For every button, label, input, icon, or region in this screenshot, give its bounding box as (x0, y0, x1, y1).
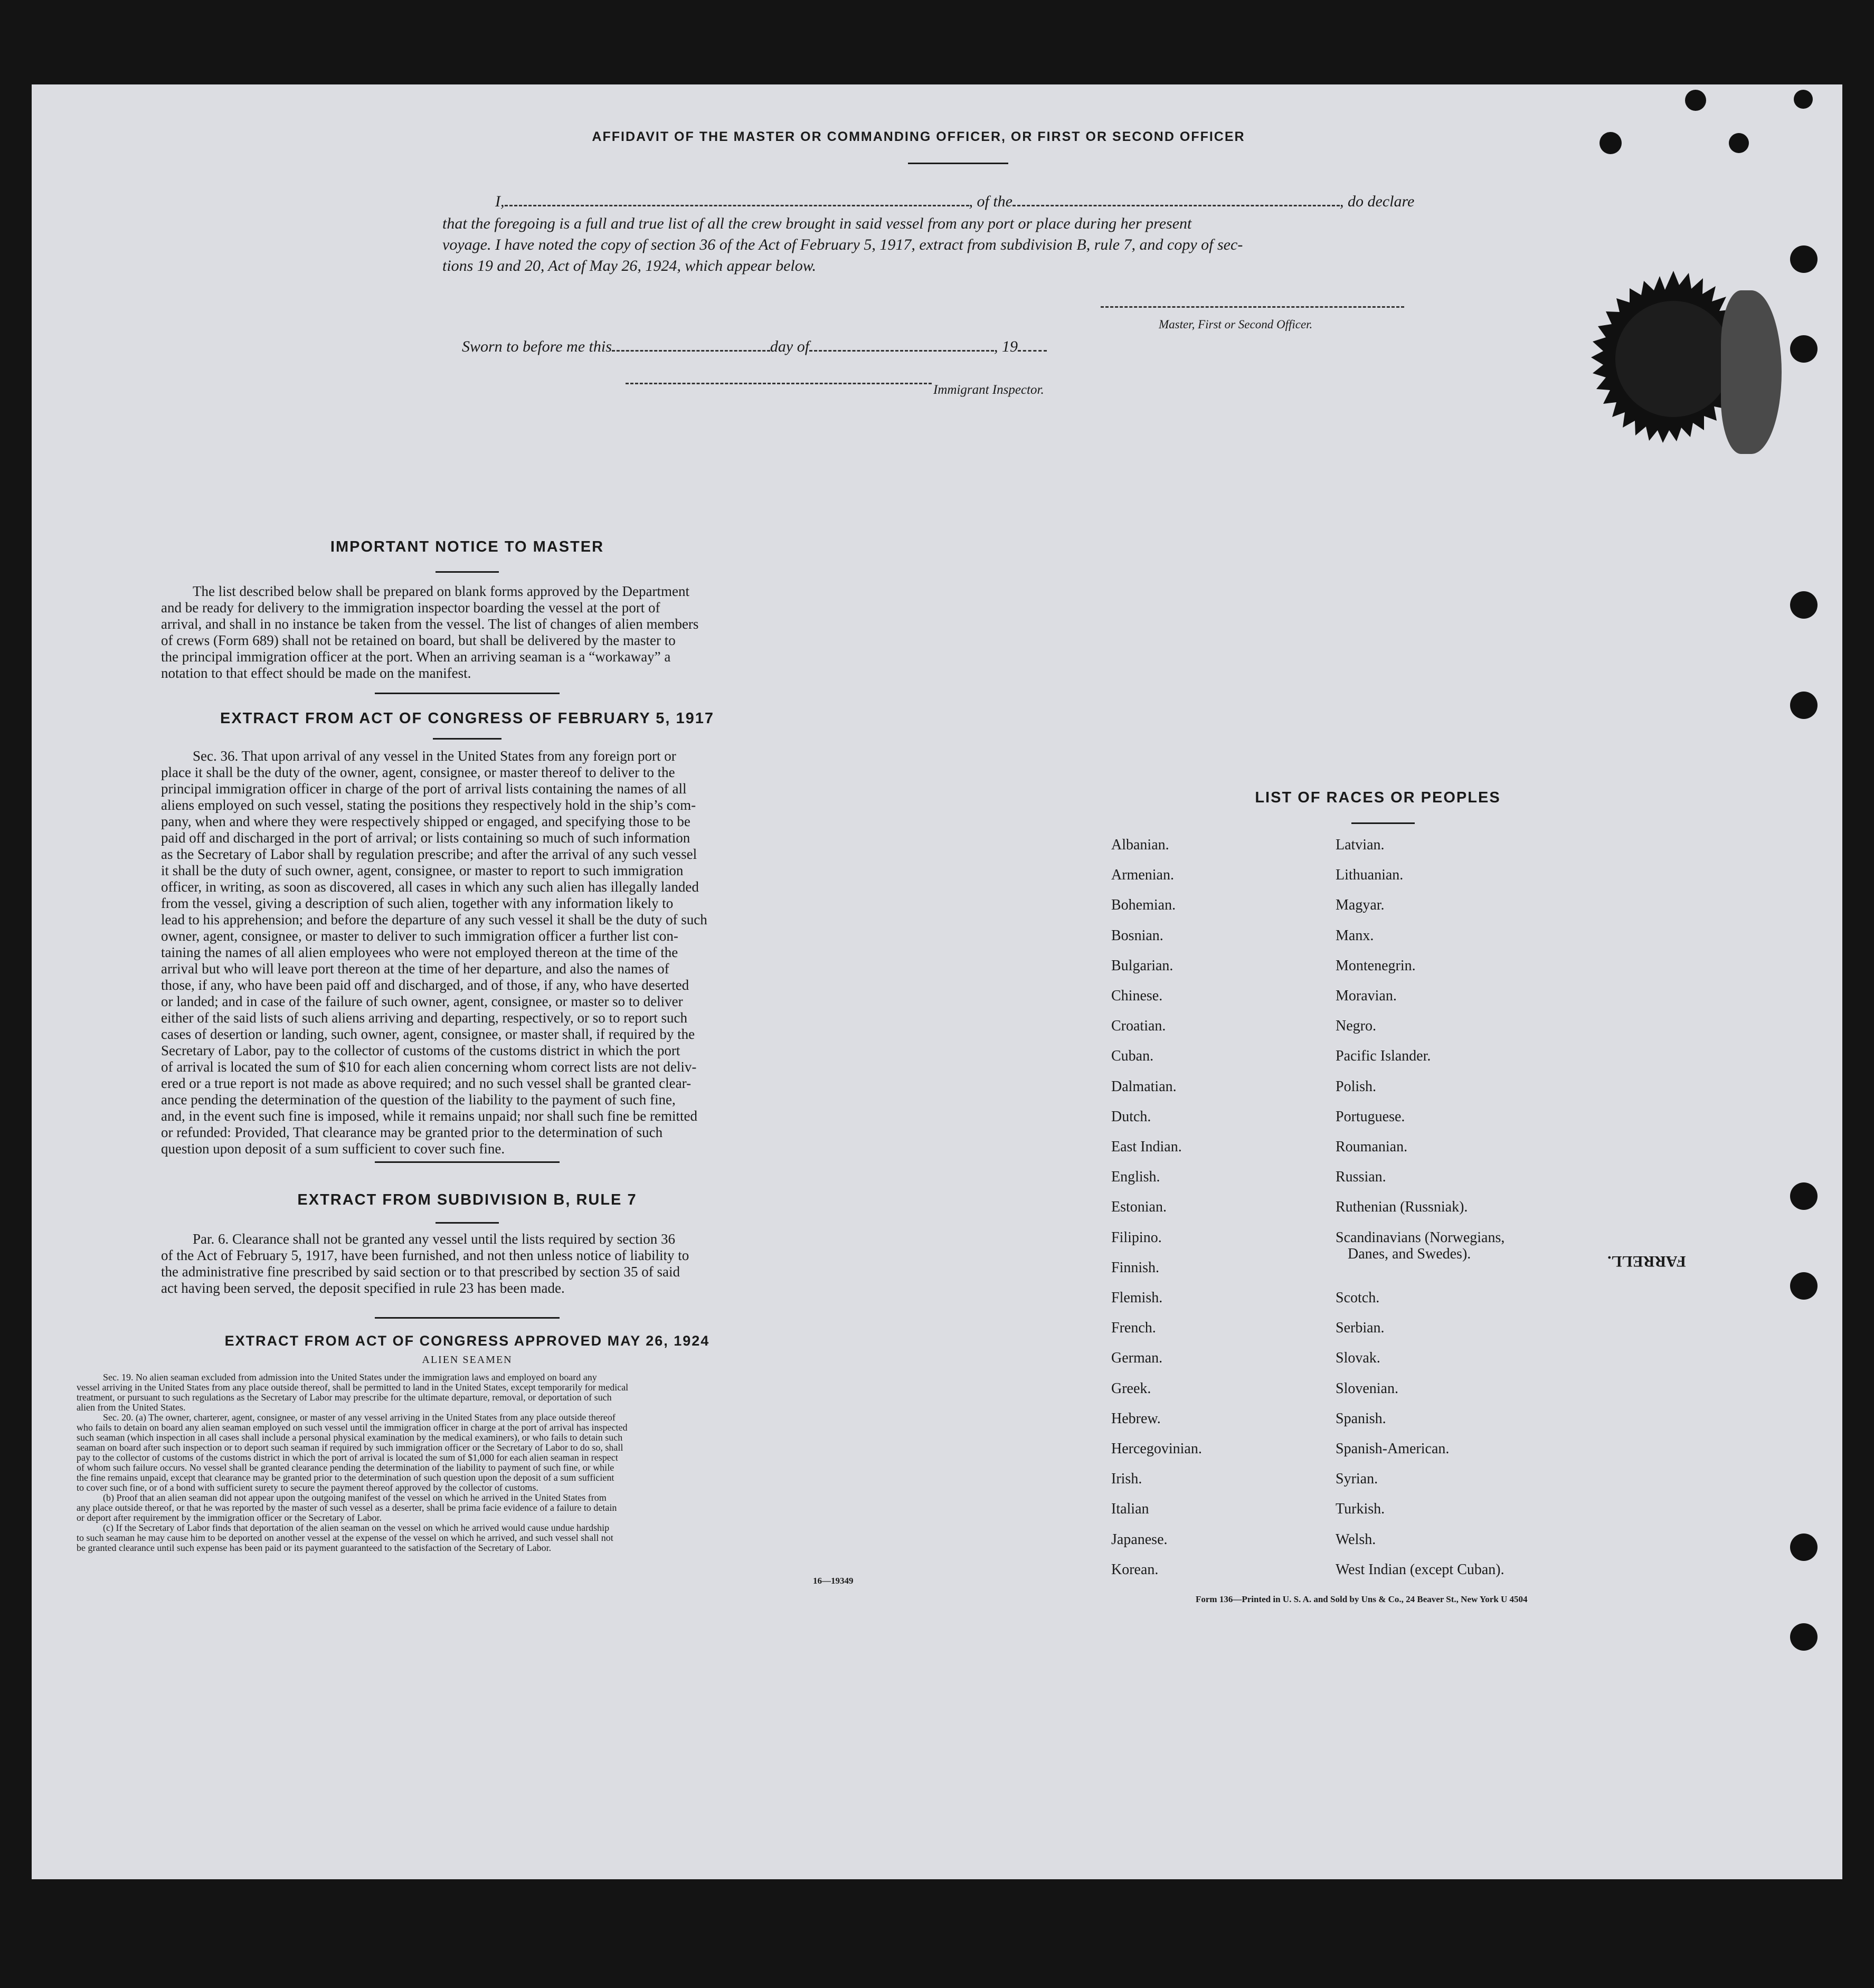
affidavit-line-4: tions 19 and 20, Act of May 26, 1924, which appear below. (442, 257, 817, 274)
affidavit-line-2: that the foregoing is a full and true list of all the crew brought in said vessel from any port or place during her present (442, 215, 1192, 232)
race-item: Pacific Islander. (1336, 1048, 1431, 1065)
form-footer: Form 136—Printed in U. S. A. and Sold by Uns & Co., 24 Beaver St., New York U 4504 (1196, 1594, 1528, 1604)
race-item: Dalmatian. (1111, 1078, 1177, 1095)
act1917-line: and, in the event such fine is imposed, while it remains unpaid; nor shall such fine be remitted (161, 1108, 698, 1124)
seal-shadow (1721, 290, 1782, 454)
rule7-body (161, 1231, 773, 1296)
act1924-line: alien from the United States. (77, 1402, 186, 1413)
act1917-line: of arrival is located the sum of $10 for each alien concerning whom correct lists are not deliv- (161, 1059, 697, 1075)
affidavit-line-1 (495, 193, 1459, 211)
act1917-line: as the Secretary of Labor shall by regulation prescribe; and after the arrival of any such vessel (161, 846, 697, 862)
act1917-line: either of the said lists of such aliens arriving and departing, respectively, or so to report such (161, 1010, 687, 1026)
punch-hole-icon (1790, 1533, 1818, 1561)
race-item: Montenegrin. (1336, 957, 1416, 974)
act1917-line: those, if any, who have been paid off and discharged, and of those, if any, who have deserted (161, 977, 689, 993)
document-sheet (32, 84, 1842, 1879)
race-item: Armenian. (1111, 867, 1174, 884)
sworn-year-blank[interactable] (1018, 350, 1047, 352)
affidavit-line-1-prefix: I, (495, 193, 505, 210)
act1924-line: (b) Proof that an alien seaman did not appear upon the outgoing manifest of the vessel on which he arrived in the United States from (103, 1492, 607, 1503)
act1917-line: officer, in writing, as soon as discovered, all cases in which any such alien has illegally landed (161, 879, 699, 895)
race-item: Bulgarian. (1111, 957, 1173, 974)
sworn-line (462, 338, 1047, 356)
act1917-line: question upon deposit of a sum sufficient to cover such fine. (161, 1141, 505, 1157)
race-item: Dutch. (1111, 1108, 1151, 1125)
act1917-body (161, 748, 773, 1157)
act1917-line: ered or a true report is not made as above required; and no such vessel shall be granted clear- (161, 1075, 692, 1091)
act1924-line: to cover such fine, or of a bond with sufficient surety to secure the payment thereof approved by the collector of customs. (77, 1482, 538, 1493)
notice-line: arrival, and shall in no instance be taken from the vessel. The list of changes of alien members (161, 616, 699, 632)
act1917-line: pany, when and where they were respectively shipped or engaged, and specifying those to be (161, 813, 690, 829)
race-item: Croatian. (1111, 1018, 1166, 1035)
act1917-line: lead to his apprehension; and before the departure of any such vessel it shall be the duty of such (161, 912, 707, 927)
affidavit-line-3: voyage. I have noted the copy of section 36 of the Act of February 5, 1917, extract from subdivision B, rule 7, and copy of sec- (442, 236, 1243, 253)
race-item: Syrian. (1336, 1471, 1378, 1488)
sworn-date-blank[interactable] (612, 350, 770, 352)
race-item: Ruthenian (Russniak). (1336, 1199, 1468, 1216)
race-item: Spanish-American. (1336, 1441, 1450, 1457)
affidavit-title: AFFIDAVIT OF THE MASTER OR COMMANDING OFFICER, OR FIRST OR SECOND OFFICER (592, 129, 1245, 144)
race-item: Scandinavians (Norwegians, (1336, 1229, 1505, 1246)
race-item: Portuguese. (1336, 1108, 1405, 1125)
race-item: Scotch. (1336, 1290, 1380, 1306)
race-item: Spanish. (1336, 1410, 1386, 1427)
race-item: Greek. (1111, 1380, 1151, 1397)
act1917-line: Sec. 36. That upon arrival of any vessel in the United States from any foreign port or (193, 748, 676, 764)
race-item: Hercegovinian. (1111, 1441, 1202, 1457)
rule7-title: EXTRACT FROM SUBDIVISION B, RULE 7 (297, 1191, 637, 1208)
ink-speck (1729, 133, 1749, 153)
race-item: Japanese. (1111, 1531, 1168, 1548)
act1924-title: EXTRACT FROM ACT OF CONGRESS APPROVED MAY 26, 1924 (224, 1333, 710, 1349)
race-item: Irish. (1111, 1471, 1142, 1488)
inspector-label: Immigrant Inspector. (933, 383, 1044, 397)
notice-line: The list described below shall be prepared on blank forms approved by the Department (193, 583, 689, 599)
act1917-line: from the vessel, giving a description of such alien, together with any information likely to (161, 895, 674, 911)
race-item: East Indian. (1111, 1139, 1182, 1155)
notice-line: of crews (Form 689) shall not be retained on board, but shall be delivered by the master to (161, 632, 676, 648)
act1924-line: the fine remains unpaid, except that clearance may be granted prior to the determination of such question upon the deposit of a sum sufficient (77, 1472, 614, 1483)
race-item: Cuban. (1111, 1048, 1154, 1065)
act1924-line: pay to the collector of customs of the customs district in which the port of arrival is located the sum of $1,000 for each alien seaman in respect (77, 1452, 618, 1463)
rule7-title-rule (436, 1222, 499, 1224)
rule7-line: act having been served, the deposit specified in rule 23 has been made. (161, 1280, 565, 1296)
race-item: Italian (1111, 1501, 1149, 1518)
act1924-subtitle: ALIEN SEAMEN (422, 1354, 513, 1366)
act1924-line: vessel arriving in the United States from any place outside thereof, shall be permitted to land in the United States, except temporarily for medical (77, 1382, 629, 1393)
sworn-year-label: , 19 (994, 338, 1018, 355)
race-item: Manx. (1336, 927, 1374, 944)
affidavit-line-1-suffix: , do declare (1340, 193, 1415, 210)
name-blank[interactable] (505, 205, 969, 206)
margin-note: FARRELL. (1607, 1253, 1686, 1270)
notice-line: and be ready for delivery to the immigration inspector boarding the vessel at the port of (161, 600, 660, 616)
act1917-line: or refunded: Provided, That clearance may be granted prior to the determination of such (161, 1124, 663, 1140)
race-item: Danes, and Swedes). (1348, 1245, 1471, 1262)
race-item: French. (1111, 1320, 1156, 1337)
act1924-body (77, 1372, 892, 1553)
race-item: Korean. (1111, 1561, 1159, 1578)
act1924-code: 16—19349 (813, 1576, 854, 1586)
act1924-line: who fails to detain on board any alien seaman employed on such vessel until the immigration officer in charge at the port of arrival has inspected (77, 1422, 628, 1433)
affidavit-title-rule (908, 163, 1008, 164)
race-item: Welsh. (1336, 1531, 1376, 1548)
punch-hole-icon (1790, 591, 1818, 619)
act1917-line: aliens employed on such vessel, stating the positions they respectively hold in the ship’s com- (161, 797, 696, 813)
punch-hole-icon (1790, 245, 1818, 273)
race-item: Albanian. (1111, 837, 1169, 853)
race-item: Slovenian. (1336, 1380, 1398, 1397)
race-item: German. (1111, 1350, 1163, 1367)
race-item: Roumanian. (1336, 1139, 1408, 1155)
master-label: Master, First or Second Officer. (1159, 318, 1313, 331)
act1917-line: or landed; and in case of the failure of such owner, agent, consignee, or master so to deliver (161, 993, 683, 1009)
punch-hole-icon (1790, 1272, 1818, 1300)
act1924-line: Sec. 20. (a) The owner, charterer, agent, consignee, or master of any vessel arriving in the United States from any place outside thereof (103, 1412, 616, 1423)
races-title-rule (1351, 822, 1415, 824)
master-signature-line[interactable] (1101, 306, 1404, 308)
act1917-line: Secretary of Labor, pay to the collector of customs of the customs district in which the port (161, 1043, 680, 1058)
act1917-line: ance pending the determination of the question of the liability to the payment of such fine, (161, 1092, 676, 1107)
race-item: Filipino. (1111, 1229, 1162, 1246)
race-item: Moravian. (1336, 988, 1397, 1004)
rule7-line: the administrative fine prescribed by said section or to that prescribed by section 35 of said (161, 1264, 680, 1280)
vessel-blank[interactable] (1012, 205, 1340, 206)
notice-line: notation to that effect should be made on the manifest. (161, 665, 471, 681)
act1917-line: place it shall be the duty of the owner, agent, consignee, or master thereof to deliver to the (161, 764, 675, 780)
race-item: Turkish. (1336, 1501, 1385, 1518)
race-item: Bosnian. (1111, 927, 1163, 944)
act1924-line: seaman on board after such inspection or to deport such seaman if required by such immigration officer or the Secretary of Labor to do so, shall (77, 1442, 623, 1453)
act1924-line: such seaman (which inspection in all cases shall include a personal physical examination by the medical examiners), or who fails to detain such (77, 1432, 623, 1443)
act1917-end-rule (375, 1161, 560, 1163)
notice-end-rule (375, 693, 560, 694)
race-item: Lithuanian. (1336, 867, 1404, 884)
rule7-line: Par. 6. Clearance shall not be granted any vessel until the lists required by section 36 (193, 1231, 676, 1247)
act1917-line: taining the names of all alien employees who were not employed thereon at the time of the (161, 944, 678, 960)
race-item: Magyar. (1336, 897, 1385, 914)
race-item: English. (1111, 1169, 1160, 1186)
inspector-signature-line[interactable] (626, 383, 932, 384)
ink-speck (1599, 132, 1622, 154)
act1917-title: EXTRACT FROM ACT OF CONGRESS OF FEBRUARY 5, 1917 (220, 710, 715, 727)
race-item: Flemish. (1111, 1290, 1163, 1306)
notice-title-rule (436, 571, 499, 573)
notice-title: IMPORTANT NOTICE TO MASTER (330, 538, 604, 555)
race-item: Negro. (1336, 1018, 1376, 1035)
act1917-line: cases of desertion or landing, such owner, agent, consignee, or master shall, if required by the (161, 1026, 695, 1042)
affidavit-line-1-middle: , of the (969, 193, 1012, 210)
sworn-day-label: day of (770, 338, 810, 355)
punch-hole-icon (1790, 692, 1818, 719)
notice-line: the principal immigration officer at the port. When an arriving seaman is a “workaway” a (161, 649, 671, 665)
races-title: LIST OF RACES OR PEOPLES (1255, 789, 1501, 806)
race-item: Russian. (1336, 1169, 1386, 1186)
race-item: Finnish. (1111, 1259, 1160, 1276)
rule7-end-rule (375, 1317, 560, 1319)
sworn-prefix: Sworn to before me this (462, 338, 612, 355)
act1917-line: paid off and discharged in the port of arrival; or lists containing so much of such information (161, 830, 690, 846)
race-item: Chinese. (1111, 988, 1163, 1004)
act1917-line: owner, agent, consignee, or master to deliver to such immigration officer a further list con- (161, 928, 678, 944)
punch-hole-icon (1790, 335, 1818, 363)
act1917-title-rule (433, 738, 501, 740)
race-item: Serbian. (1336, 1320, 1385, 1337)
act1917-line: principal immigration officer in charge of the port of arrival lists containing the names of all (161, 781, 687, 797)
race-item: Hebrew. (1111, 1410, 1161, 1427)
race-item: Bohemian. (1111, 897, 1176, 914)
ink-speck (1794, 90, 1813, 109)
act1917-line: arrival but who will leave port thereon at the time of her departure, and also the names of (161, 961, 669, 977)
act1924-line: of whom such failure occurs. No vessel shall be granted clearance pending the determination of the liability to payment of such fine, or while (77, 1462, 614, 1473)
punch-hole-icon (1790, 1182, 1818, 1210)
race-item: Estonian. (1111, 1199, 1167, 1216)
act1924-line: or deport after requirement by the immigration officer or the Secretary of Labor. (77, 1512, 382, 1523)
act1924-line: to such seaman he may cause him to be deported on another vessel at the expense of the vessel on which he arrived, and such vessel shall not (77, 1532, 613, 1543)
race-item: Latvian. (1336, 837, 1385, 853)
act1924-line: any place outside thereof, or that he was reported by the master of such vessel as a deserter, shall be prima facie evidence of a failure to detain (77, 1502, 617, 1513)
act1917-line: it shall be the duty of such owner, agent, consignee, or master to report to such immigration (161, 863, 684, 878)
race-item: Slovak. (1336, 1350, 1380, 1367)
rule7-line: of the Act of February 5, 1917, have been furnished, and not then unless notice of liability to (161, 1247, 689, 1263)
punch-hole-icon (1790, 1623, 1818, 1651)
race-item: West Indian (except Cuban). (1336, 1561, 1504, 1578)
ink-speck (1685, 90, 1706, 111)
act1924-line: (c) If the Secretary of Labor finds that deportation of the alien seaman on the vessel on which he arrived would cause undue hardship (103, 1522, 610, 1533)
act1924-line: treatment, or pursuant to such regulations as the Secretary of Labor may prescribe for the ultimate departure, removal, or deportation of such (77, 1392, 612, 1403)
race-item: Polish. (1336, 1078, 1377, 1095)
notice-body (161, 583, 773, 681)
act1924-line: be granted clearance until such expense has been paid or its payment guaranteed to the satisfaction of the Secretary of Labor. (77, 1542, 552, 1553)
sworn-month-blank[interactable] (809, 350, 994, 352)
act1924-line: Sec. 19. No alien seaman excluded from admission into the United States under the immigration laws and employed on board any (103, 1372, 597, 1383)
